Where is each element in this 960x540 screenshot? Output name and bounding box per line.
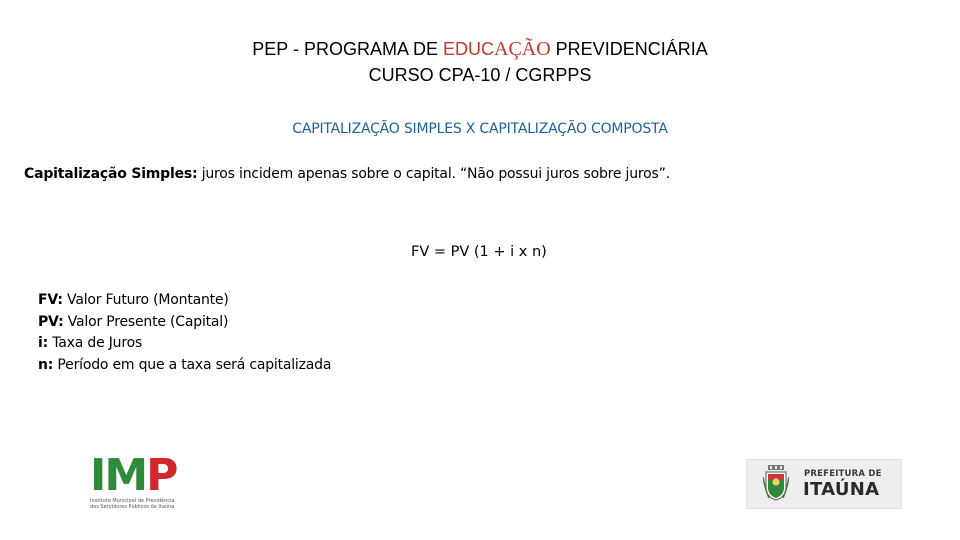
definition-term: Capitalização Simples:: [24, 166, 198, 182]
legend-item: [38, 312, 331, 334]
title-highlight-b: AÇÃO: [494, 38, 551, 60]
legend-item: [38, 355, 331, 377]
title-part2: PREVIDENCIÁRIA: [550, 39, 708, 59]
definition-paragraph: [24, 166, 670, 182]
title-part1: PEP - PROGRAMA DE: [252, 39, 443, 59]
section-subtitle: CAPITALIZAÇÃO SIMPLES X CAPITALIZAÇÃO COMPOSTA: [292, 121, 668, 137]
variable-legend: [38, 290, 331, 376]
formula: FV = PV (1 + i x n): [411, 244, 547, 260]
legend-text: Período em que a taxa será capitalizada: [53, 356, 332, 373]
imp-logo: [90, 450, 200, 512]
imp-logo-tagline: Instituto Municipal de Previdência dos Servidores Públicos de Itaúna: [90, 498, 175, 510]
prefeitura-itauna-logo: [746, 459, 902, 509]
city-crest-icon: [763, 465, 789, 501]
legend-text: Taxa de Juros: [48, 335, 143, 351]
slide-title-line1: [0, 38, 960, 60]
imp-logo-letters: IMP: [90, 450, 177, 501]
title-highlight-a: EDUC: [442, 39, 494, 59]
definition-text: juros incidem apenas sobre o capital. “Não possui juros sobre juros”.: [197, 166, 670, 182]
legend-term: i:: [38, 335, 48, 351]
slide-title-line2: CURSO CPA-10 / CGRPPS: [368, 65, 592, 85]
legend-term: FV:: [38, 292, 63, 308]
legend-item: [38, 333, 331, 355]
city-name: ITAÚNA: [803, 479, 880, 500]
legend-term: PV:: [38, 313, 64, 330]
legend-text: Valor Presente (Capital): [63, 313, 229, 330]
legend-item: [38, 290, 331, 312]
legend-text: Valor Futuro (Montante): [62, 292, 229, 308]
legend-term: n:: [38, 356, 54, 373]
prefeitura-label: PREFEITURA DE: [804, 469, 882, 479]
